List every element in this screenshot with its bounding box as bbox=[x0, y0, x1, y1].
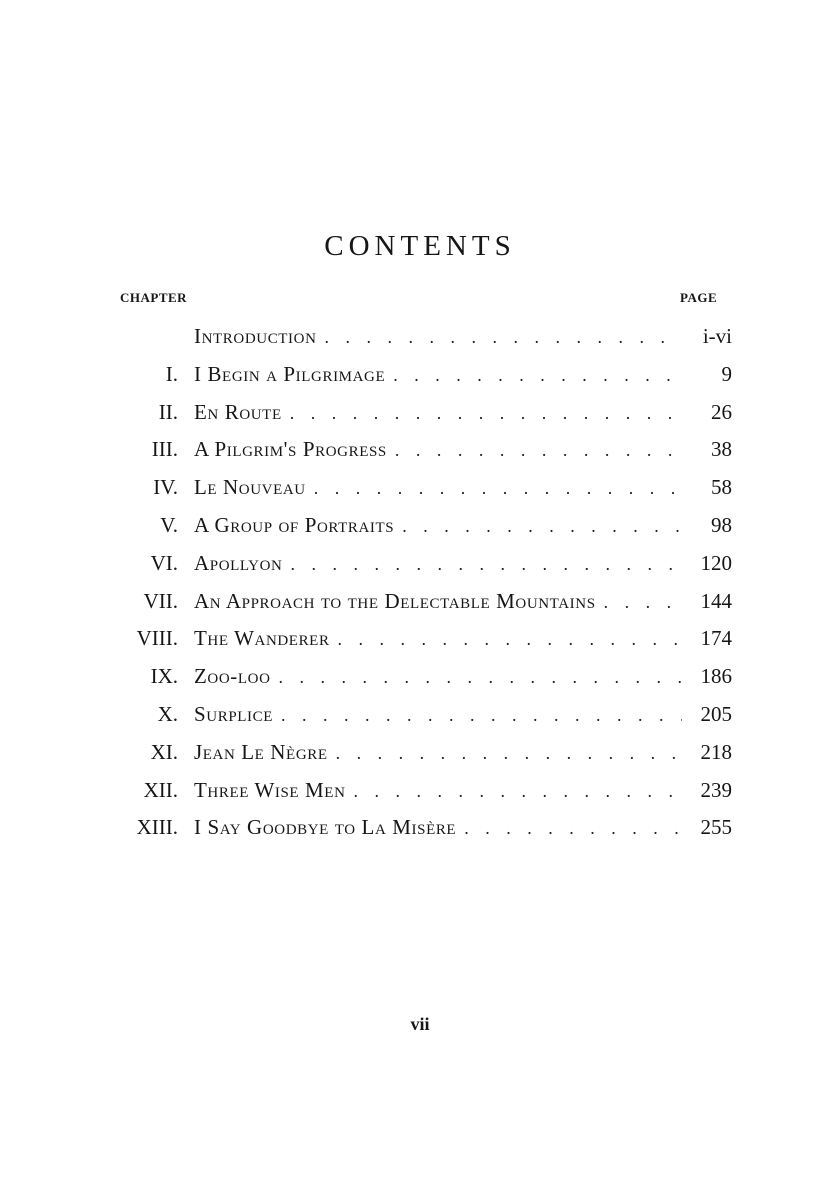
dot-leader bbox=[338, 621, 682, 659]
toc-entry-5 bbox=[112, 507, 732, 545]
chapter-title: A Group of Portraits bbox=[194, 512, 395, 537]
contents-heading: CONTENTS bbox=[324, 230, 516, 262]
chapter-title: I Begin a Pilgrimage bbox=[194, 361, 386, 386]
toc-entry-6 bbox=[112, 545, 732, 583]
chapter-number: VIII. bbox=[136, 626, 178, 651]
dot-leader bbox=[325, 319, 682, 357]
page-number: 38 bbox=[711, 437, 732, 462]
chapter-number: XIII. bbox=[136, 815, 178, 840]
chapter-number: III. bbox=[151, 437, 178, 462]
page-folio: vii bbox=[410, 1014, 430, 1034]
page-number: 9 bbox=[721, 361, 732, 386]
dot-leader bbox=[604, 584, 682, 622]
chapter-title: Surplice bbox=[194, 701, 273, 726]
toc-entry-introduction bbox=[112, 318, 732, 356]
chapter-title: I Say Goodbye to La Misère bbox=[194, 815, 457, 840]
page-number: 186 bbox=[700, 664, 732, 689]
toc-entry-12 bbox=[112, 772, 732, 810]
dot-leader bbox=[464, 810, 682, 848]
chapter-title: Introduction bbox=[194, 324, 317, 348]
toc-entry-9 bbox=[112, 658, 732, 696]
dot-leader bbox=[281, 697, 682, 735]
toc-entry-11 bbox=[112, 734, 732, 772]
chapter-title: En Route bbox=[194, 399, 282, 424]
page-number: 255 bbox=[700, 815, 732, 840]
page-number: 98 bbox=[711, 512, 732, 537]
page-number: 174 bbox=[700, 626, 732, 651]
chapter-title: An Approach to the Delectable Mountains bbox=[194, 588, 596, 613]
toc-entry-13 bbox=[112, 809, 732, 847]
dot-leader bbox=[279, 659, 682, 697]
chapter-title: A Pilgrim's Progress bbox=[194, 437, 387, 462]
page-number: 144 bbox=[700, 588, 732, 613]
page-column-header: PAGE bbox=[680, 290, 718, 305]
chapter-number: XII. bbox=[143, 777, 178, 802]
dot-leader bbox=[402, 508, 682, 546]
toc-entry-4 bbox=[112, 469, 732, 507]
page-number: 120 bbox=[700, 550, 732, 575]
chapter-title: Three Wise Men bbox=[194, 777, 346, 802]
chapter-number: I. bbox=[165, 361, 178, 386]
toc-entry-3 bbox=[112, 431, 732, 469]
page-number: 239 bbox=[700, 777, 732, 802]
chapter-title: The Wanderer bbox=[194, 626, 330, 651]
dot-leader bbox=[354, 773, 683, 811]
chapter-number: X. bbox=[157, 701, 178, 726]
page-number: 58 bbox=[711, 475, 732, 500]
dot-leader bbox=[290, 395, 682, 433]
table-of-contents bbox=[112, 318, 732, 847]
page-number: i-vi bbox=[702, 324, 732, 348]
toc-entry-8 bbox=[112, 620, 732, 658]
dot-leader bbox=[395, 432, 682, 470]
toc-entry-1 bbox=[112, 356, 732, 394]
chapter-number: IX. bbox=[150, 664, 178, 689]
chapter-title: Apollyon bbox=[194, 550, 283, 575]
page-number: 26 bbox=[711, 399, 732, 424]
chapter-number: II. bbox=[158, 399, 178, 424]
chapter-number: VI. bbox=[150, 550, 178, 575]
dot-leader bbox=[290, 546, 682, 584]
toc-entry-7 bbox=[112, 583, 732, 621]
chapter-column-header: CHAPTER bbox=[120, 290, 188, 305]
dot-leader bbox=[336, 735, 682, 773]
chapter-number: XI. bbox=[150, 739, 178, 764]
page-number: 205 bbox=[700, 701, 732, 726]
chapter-number: IV. bbox=[153, 475, 178, 500]
chapter-title: Jean Le Nègre bbox=[194, 739, 328, 764]
chapter-number: VII. bbox=[143, 588, 178, 613]
chapter-number: V. bbox=[160, 512, 178, 537]
toc-entry-2 bbox=[112, 394, 732, 432]
dot-leader bbox=[314, 470, 682, 508]
page-number: 218 bbox=[700, 739, 732, 764]
toc-entry-10 bbox=[112, 696, 732, 734]
dot-leader bbox=[393, 357, 682, 395]
chapter-title: Zoo-loo bbox=[194, 664, 271, 689]
chapter-title: Le Nouveau bbox=[194, 475, 306, 500]
